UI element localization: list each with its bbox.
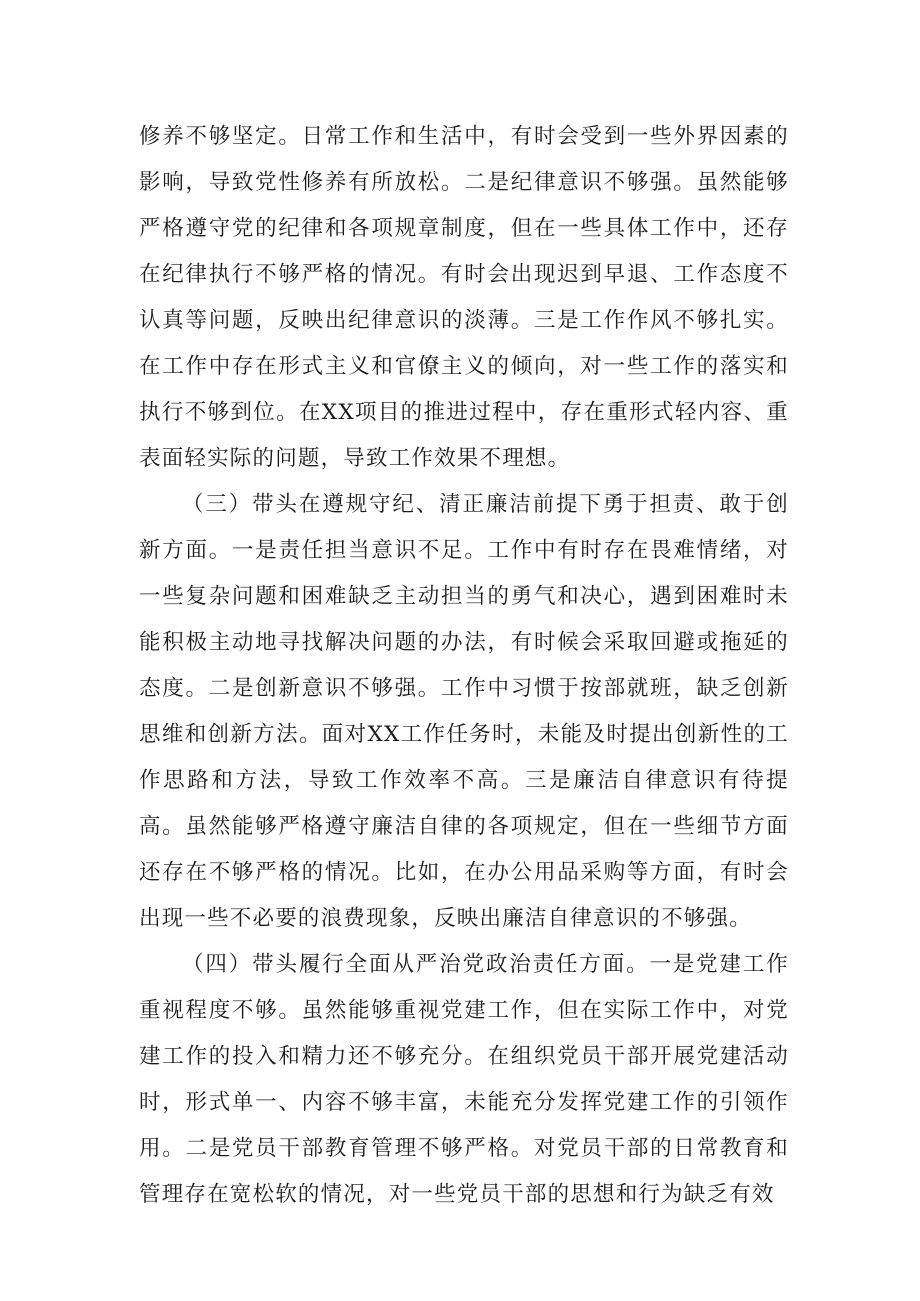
paragraph-continuation: 修养不够坚定。日常工作和生活中，有时会受到一些外界因素的影响，导致党性修养有所放松。二是纪律意识不够强。虽然能够严格遵守党的纪律和各项规章制度，但在一些具体工作中，还存在纪律执行不够严格的情况。有时会出现迟到早退、工作态度不认真等问题，反映出纪律意识的淡薄。三是工作作风不够扎实。在工作中存在形式主义和官僚主义的倾向，对一些工作的落实和执行不够到位。在XX项目的推进过程中，存在重形式轻内容、重表面轻实际的问题，导致工作效果不理想。: [139, 124, 789, 471]
document-body: [139, 114, 789, 1218]
paragraph-section-three: （三）带头在遵规守纪、清正廉洁前提下勇于担责、敢于创新方面。一是责任担当意识不足。工作中有时存在畏难情绪，对一些复杂问题和困难缺乏主动担当的勇气和决心，遇到困难时未能积极主动地寻找解决问题的办法，有时候会采取回避或拖延的态度。二是创新意识不够强。工作中习惯于按部就班，缺乏创新思维和创新方法。面对XX工作任务时，未能及时提出创新性的工作思路和方法，导致工作效率不高。三是廉洁自律意识有待提高。虽然能够严格遵守廉洁自律的各项规定，但在一些细节方面还存在不够严格的情况。比如，在办公用品采购等方面，有时会出现一些不必要的浪费现象，反映出廉洁自律意识的不够强。: [139, 492, 789, 931]
paragraph-section-four: （四）带头履行全面从严治党政治责任方面。一是党建工作重视程度不够。虽然能够重视党建工作，但在实际工作中，对党建工作的投入和精力还不够充分。在组织党员干部开展党建活动时，形式单一、内容不够丰富，未能充分发挥党建工作的引领作用。二是党员干部教育管理不够严格。对党员干部的日常教育和管理存在宽松软的情况，对一些党员干部的思想和行为缺乏有效: [139, 952, 789, 1207]
